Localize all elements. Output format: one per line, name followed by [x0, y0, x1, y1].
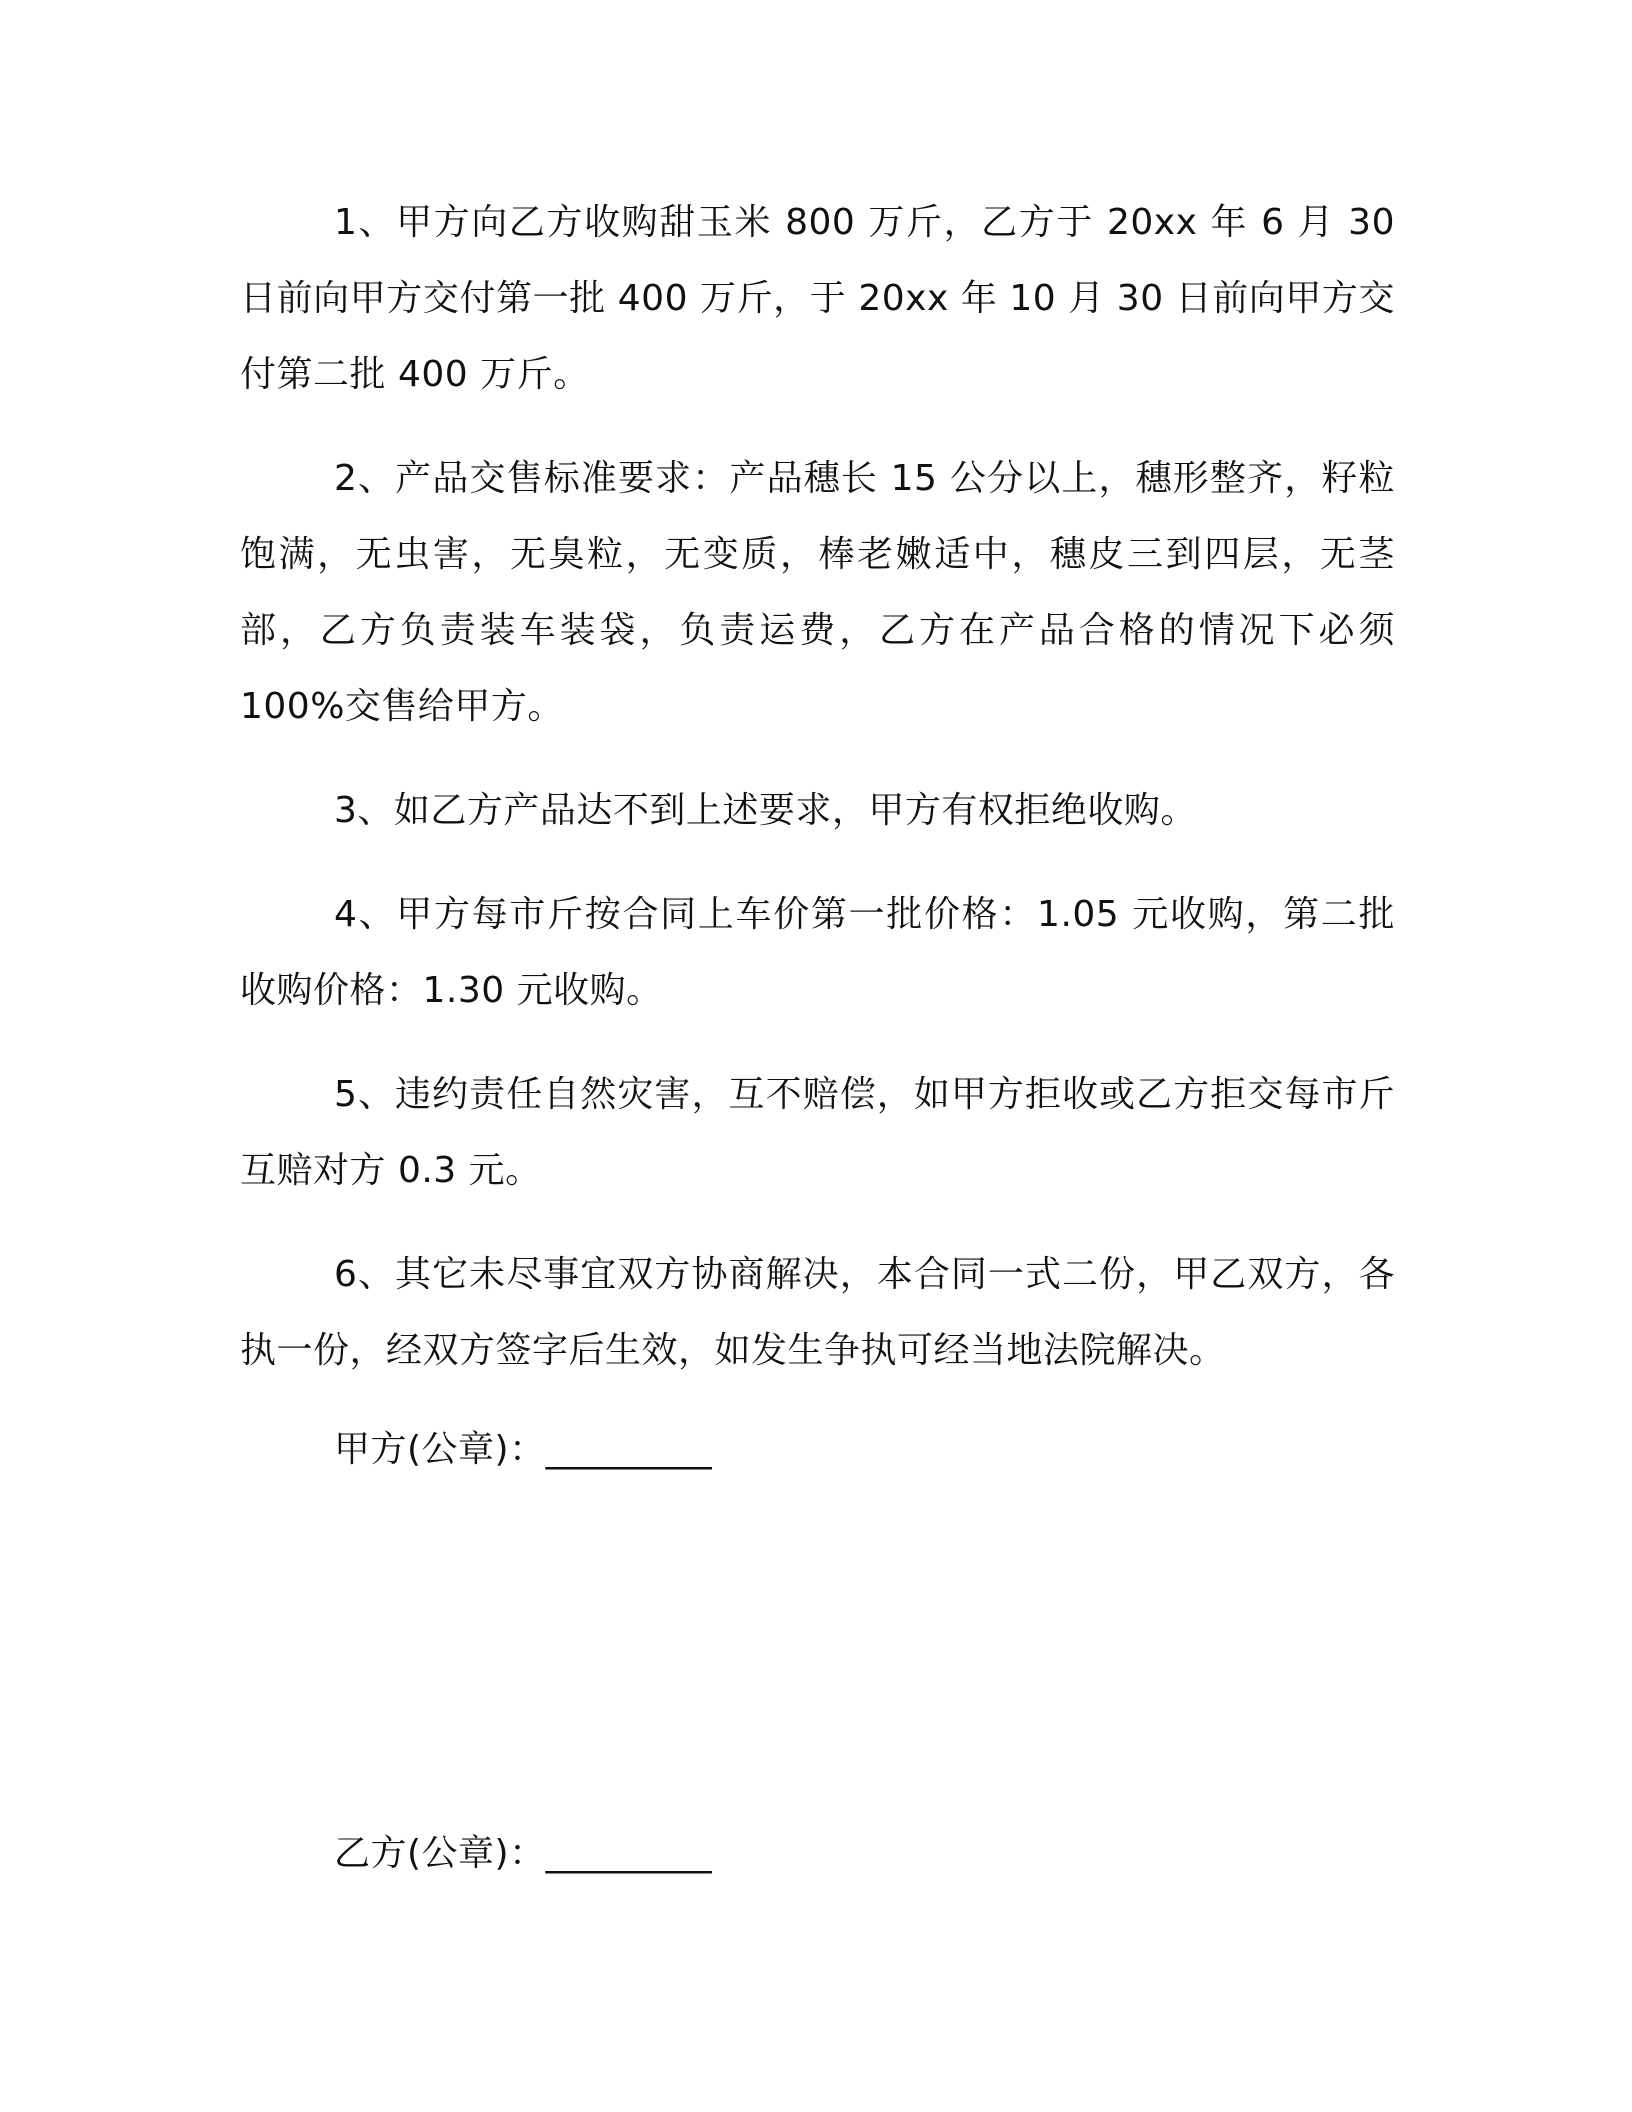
party-b-signature-line: 乙方(公章)：_________ — [334, 1833, 713, 1874]
clause-2: 2、产品交售标准要求：产品穗长 15 公分以上，穗形整齐，籽粒饱满，无虫害，无臭粒，无变质，棒老嫩适中，穗皮三到四层，无茎部，乙方负责装车装袋，负责运费，乙方在产品合格的情况下必须100%交售给甲方。 — [240, 458, 1395, 727]
contract-clauses — [240, 185, 1395, 1417]
clause-1: 1、甲方向乙方收购甜玉米 800 万斤，乙方于 20xx 年 6 月 30 日前向甲方交付第一批 400 万斤，于 20xx 年 10 月 30 日前向甲方交付第二批 400 万斤。 — [240, 202, 1395, 395]
clause-5: 5、违约责任自然灾害，互不赔偿，如甲方拒收或乙方拒交每市斤互赔对方 0.3 元。 — [240, 1074, 1395, 1191]
clause-4: 4、甲方每市斤按合同上车价第一批价格：1.05 元收购，第二批收购价格：1.30 元收购。 — [240, 894, 1395, 1011]
party-a-signature-line: 甲方(公章)：_________ — [334, 1429, 713, 1470]
clause-6: 6、其它未尽事宜双方协商解决，本合同一式二份，甲乙双方，各执一份，经双方签字后生效，如发生争执可经当地法院解决。 — [240, 1254, 1395, 1371]
clause-3: 3、如乙方产品达不到上述要求，甲方有权拒绝收购。 — [334, 790, 1197, 831]
